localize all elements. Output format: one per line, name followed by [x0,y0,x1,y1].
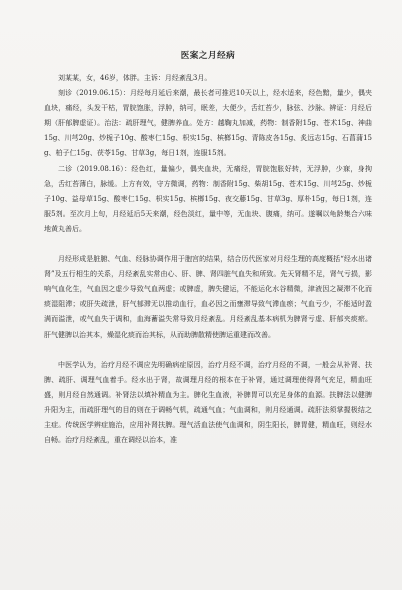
paragraph-second-visit: 二诊（2019.08.16）：经色红，量偏少，偶夹血块，无痛经，胃脘饱胀好转，无浮肿，少寐，身拘急，舌红苔薄白，脉缓。上方有效，守方微调，药物：制香附15g、柴胡15g、苍术15g、川芎25g、炒栀子10g、益母草15g、酸枣仁15g、枳实15g、槟榔15g、夜交藤15g、甘草3g、厚朴15g，每日1剂，连服5剂。至次月上旬，月经延后5天来潮，经色淡红，量中等，无血块、腹痛，纳可。遂嘱以龟龄集合六味地黄丸善后。 [44,164,372,233]
paragraph-gap [44,237,372,252]
paragraph-analysis: 月经形成是脏腑、气血、经脉协调作用于胞宫的结果，结合历代医家对月经生理的高度概括“经水出诸肾”及五行相生的关系，月经紊乱实常由心、肝、脾、肾四脏气血失和所致。先天肾精不足，肾气亏损，影响气血化生，气血因之虚少导致气血两虚；或脾虚，脾失健运，不能运化水谷精微，津液因之凝滞不化而痰湿阻滞；或肝失疏泄，肝气郁滞无以推动血行，血必因之而壅滞导致气滞血瘀；气血亏少，不能适时盈满而溢泄，或气血失于调和，血海蓄溢失常导致月经紊乱。月经紊乱基本病机为脾肾亏虚、肝郁夹痰瘀。肝气健脾以治其本，燥湿化痰而治其标，从而助脾散精使脾运重建而改善。 [44,255,372,339]
paragraph-discussion: 中医学认为，治疗月经不调应先明确病症原因，治疗月经不调，治疗月经的不调，一般会从补肾、扶脾、疏肝、调理气血着手。经水出于肾，故调理月经的根本在于补肾，通过调理使得肾气充足，精血旺盛，则月经自然通调。补肾法以填补精血为主。脾化生血液，补脾胃可以充足身体的血源。扶脾法以健脾升阳为主，而疏肝理气的目的则在于调畅气机，疏通气血；气血调和，则月经通调。疏肝法须掌握极结之主症。传统医学辨症施治，应用补肾扶脾。理气活血法使气血调和，阴生阳长，脾胃健，精血旺，则经水自畅。治疗月经紊乱，重在调经以治本，准 [44,360,372,445]
paragraph-patient-info: 刘某某，女，46岁，体胖。主诉：月经紊乱3月。 [58,74,212,82]
paragraph-first-visit: 刻诊（2019.06.15）：月经每月延后来潮，最长者可推迟10天以上，经水适来，经色黯，量少，偶夹血块，痛经，头发干枯，胃脘饱胀，浮肿，纳可，眠差，大便少，舌红苔少，脉弦、沙脉。辨证：月经后期（肝郁脾虚证）。治法：疏肝理气，健脾养血。处方：越鞠丸加减，药物：制香附15g、苍术15g、神曲15g、川芎20g、炒栀子10g、酸枣仁15g、枳实15g、槟榔15g、青陈皮各15g、炙远志15g、石菖蒲15g、柏子仁15g、茯苓15g、甘草3g，每日1剂，连服15剂。 [44,89,372,158]
document-title: 医案之月经病 [180,51,236,61]
paragraph-gap [44,343,372,358]
